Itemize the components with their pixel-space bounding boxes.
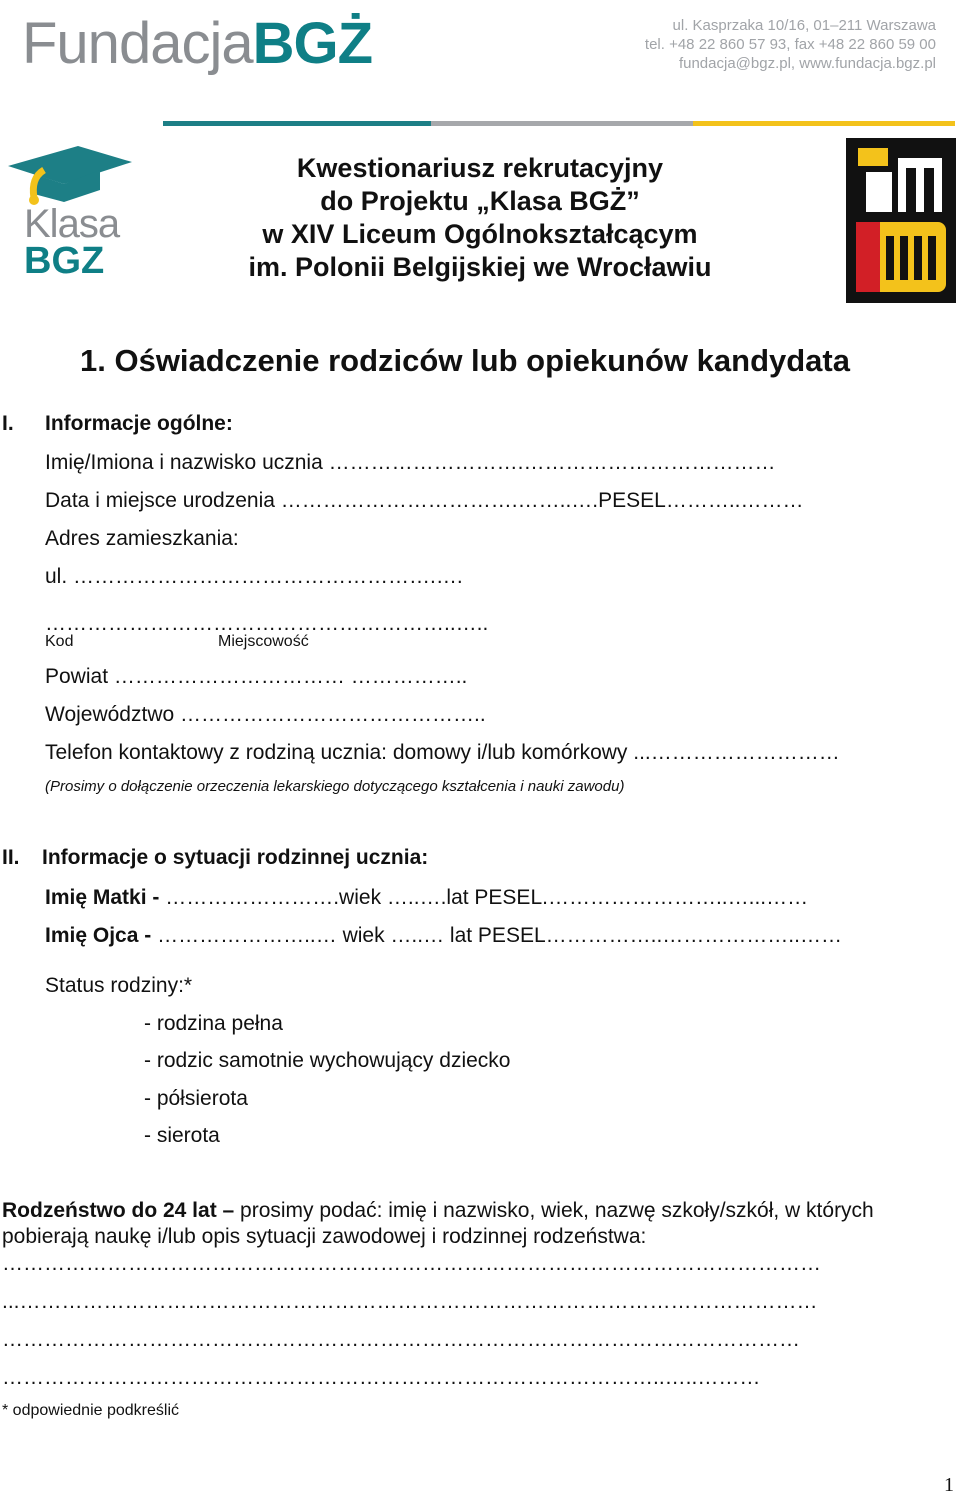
street-field[interactable]: ul. …………………………………………….…. [45, 565, 463, 588]
header-rule-teal [163, 121, 431, 126]
family-status-label: Status rodziny:* [45, 974, 193, 997]
status-option-orphan[interactable]: - sierota [144, 1124, 220, 1147]
address-label: Adres zamieszkania: [45, 527, 239, 550]
siblings-instruction: Rodzeństwo do 24 lat – prosimy podać: imię i nazwisko, wiek, nazwę szkoły/szkół, w których [2, 1199, 874, 1222]
siblings-line-4[interactable]: …………………………………………………………………………………..…..……… [2, 1366, 761, 1389]
page-number: 1 [944, 1474, 954, 1496]
questionnaire-title: Kwestionariusz rekrutacyjny do Projektu „Klasa BGŻ” w XIV Liceum Ogólnokształcącym im. Polonii Belgijskiej we Wrocławiu [248, 153, 712, 282]
section-heading: 1. Oświadczenie rodziców lub opiekunów kandydata [80, 343, 850, 378]
section2-number: II. [2, 846, 20, 869]
birth-and-pesel-field[interactable]: Data i miejsce urodzenia …………………………….……..….PESEL………..……… [45, 489, 804, 512]
fundacja-bgz-logo: FundacjaBGŻ [22, 11, 373, 76]
siblings-line-1[interactable]: ……………………………………………………………………………………………………… [2, 1252, 821, 1275]
contact-email: fundacja@bgz.pl, www.fundacja.bgz.pl [678, 55, 936, 72]
siblings-line-3[interactable]: …………………………………………………………………………………………………… [2, 1328, 800, 1351]
header-rule-gray [431, 121, 693, 126]
city-caption: Miejscowość [218, 633, 309, 650]
section1-title: Informacje ogólne: [45, 412, 233, 435]
section2-title: Informacje o sytuacji rodzinnej ucznia: [42, 846, 429, 869]
status-option-single-parent[interactable]: - rodzic samotnie wychowujący dziecko [144, 1049, 511, 1072]
klasa-bgz-logo: Klasa BGZ [4, 140, 136, 286]
wojewodztwo-field[interactable]: Województwo …………………………………….. [45, 703, 486, 726]
contact-block [645, 16, 936, 73]
section1-number: I. [2, 412, 14, 435]
header-rule-yellow [693, 121, 955, 126]
medical-note: (Prosimy o dołączenie orzeczenia lekarskiego dotyczącego kształcenia i nauki zawodu) [45, 778, 625, 795]
postal-code-caption: Kod [45, 633, 74, 650]
status-option-half-orphan[interactable]: - półsierota [144, 1087, 248, 1110]
siblings-instruction-cont: pobierają naukę i/lub opis sytuacji zawodowej i rodzinnej rodzeństwa: [2, 1225, 647, 1248]
siblings-line-2[interactable]: ...…………………………………………………………………………………………………… [2, 1290, 818, 1313]
footnote: * odpowiednie podkreślić [2, 1402, 179, 1419]
postal-city-field[interactable]: …………………………………………………..….. [45, 612, 489, 635]
powiat-field[interactable]: Powiat …………………………… …………….. [45, 665, 468, 688]
phone-field[interactable]: Telefon kontaktowy z rodziną ucznia: domowy i/lub komórkowy ...……………………… [45, 741, 840, 764]
father-field[interactable]: Imię Ojca - …………………..… wiek …..… lat PESEL……………..………………..…… [45, 924, 842, 947]
contact-phone: tel. +48 22 860 57 93, fax +48 22 860 59 00 [644, 36, 936, 53]
student-name-field[interactable]: Imię/Imiona i nazwisko ucznia ……………………….……………………………… [45, 451, 776, 474]
mother-field[interactable]: Imię Matki - …………………….wiek …..….lat PESEL.……………………..…...…… [45, 886, 809, 909]
contact-address: ul. Kasprzaka 10/16, 01–211 Warszawa [672, 17, 936, 34]
status-option-full-family[interactable]: - rodzina pełna [144, 1012, 283, 1035]
